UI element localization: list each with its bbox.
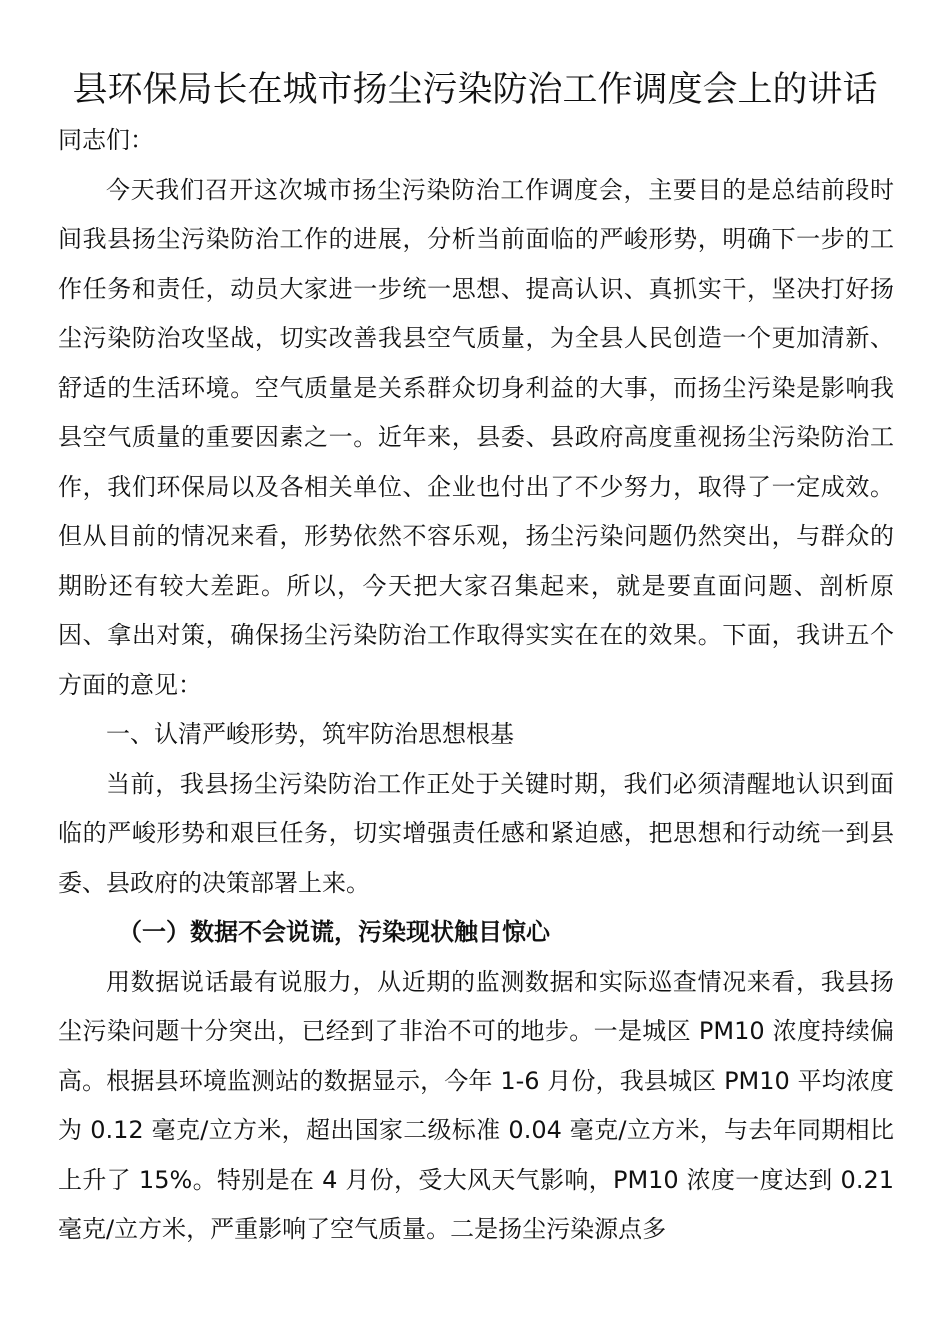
- subsection-1-paragraph: 用数据说话最有说服力，从近期的监测数据和实际巡查情况来看，我县扬尘污染问题十分突出，已经到了非治不可的地步。一是城区 PM10 浓度持续偏高。根据县环境监测站的数据显示，今年 1-6 月份，我县城区 PM10 平均浓度为 0.12 毫克/立方米，超出国家二级标准 0.04 毫克/立方米，与去年同期相比上升了 15%。特别是在 4 月份，受大风天气影响，PM10 浓度一度达到 0.21 毫克/立方米，严重影响了空气质量。二是扬尘污染源点多: [58, 967, 894, 1243]
- document-title: 县环保局长在城市扬尘污染防治工作调度会上的讲话: [72, 70, 878, 110]
- section-1-paragraph: 当前，我县扬尘污染防治工作正处于关键时期，我们必须清醒地认识到面临的严峻形势和艰巨任务，切实增强责任感和紧迫感，把思想和行动统一到县委、县政府的决策部署上来。: [58, 769, 894, 897]
- section-heading-1: 一、认清严峻形势，筑牢防治思想根基: [106, 720, 514, 748]
- intro-paragraph: 今天我们召开这次城市扬尘污染防治工作调度会，主要目的是总结前段时间我县扬尘污染防治工作的进展，分析当前面临的严峻形势，明确下一步的工作任务和责任，动员大家进一步统一思想、提高认识、真抓实干，坚决打好扬尘污染防治攻坚战，切实改善我县空气质量，为全县人民创造一个更加清新、舒适的生活环境。空气质量是关系群众切身利益的大事，而扬尘污染是影响我县空气质量的重要因素之一。近年来，县委、县政府高度重视扬尘污染防治工作，我们环保局以及各相关单位、企业也付出了不少努力，取得了一定成效。但从目前的情况来看，形势依然不容乐观，扬尘污染问题仍然突出，与群众的期盼还有较大差距。所以，今天把大家召集起来，就是要直面问题、剖析原因、拿出对策，确保扬尘污染防治工作取得实实在在的效果。下面，我讲五个方面的意见：: [58, 175, 894, 699]
- subsection-heading-1: （一）数据不会说谎，污染现状触目惊心: [118, 918, 550, 946]
- document-body: [58, 116, 894, 1255]
- salutation: 同志们：: [58, 126, 154, 154]
